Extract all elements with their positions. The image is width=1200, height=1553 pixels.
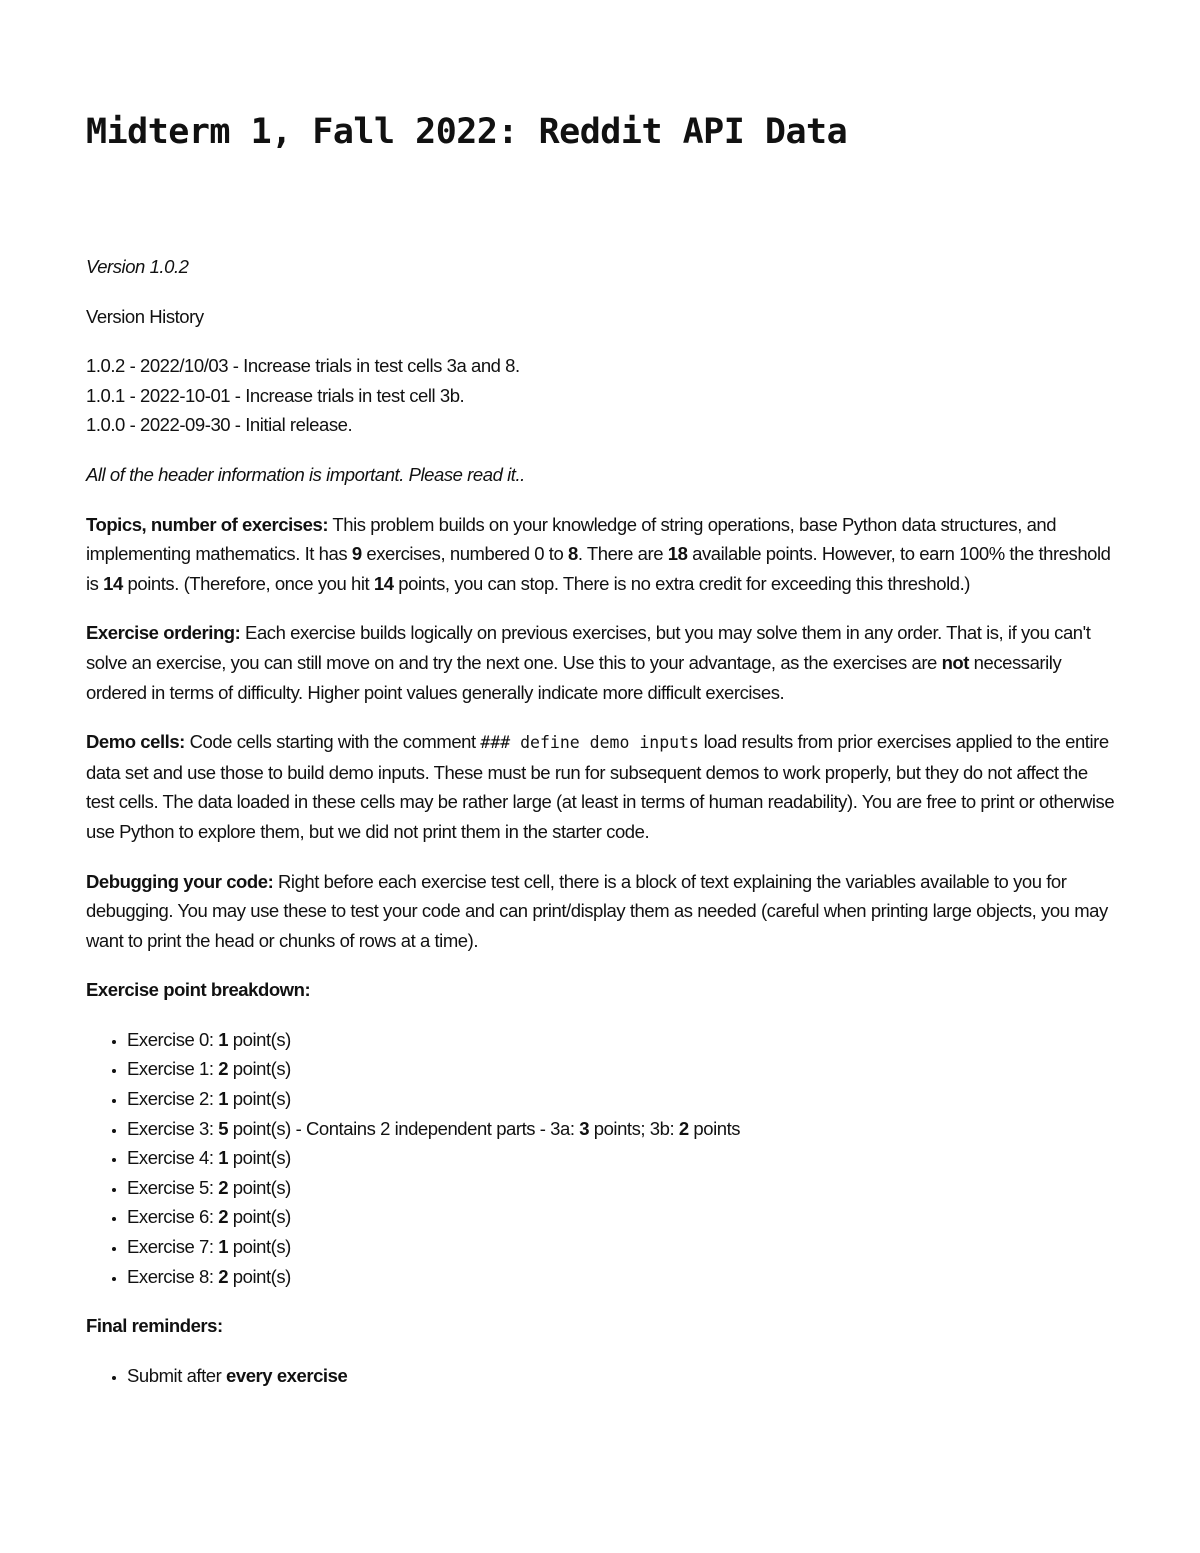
demo-paragraph: Demo cells: Code cells starting with the comment ### define demo inputs load results from prior exercises applied to the entire data set and use those to build demo inputs. These must be run for subsequent demos to work properly, but they do not affect the test cells. The data loaded in these cells may be rather large (at least in terms of human readability). You are free to print or otherwise use Python to explore them, but we did not print them in the starter code. [86,731,1115,842]
version-label: Version 1.0.2 [86,256,189,277]
breakdown-list [86,1025,1116,1291]
list-item: • Exercise 6: 2 point(s) [127,1202,1116,1232]
version-history [86,351,1116,440]
demo-label: Demo cells: [86,731,185,753]
breakdown-label: Exercise point breakdown: [86,979,311,1001]
list-item: • Exercise 4: 1 point(s) [127,1143,1116,1173]
list-item: • Exercise 2: 1 point(s) [127,1084,1116,1114]
version-history-label: Version History [86,305,204,327]
list-item: • Exercise 3: 5 point(s) - Contains 2 independent parts - 3a: 3 points; 3b: 2 points [127,1114,1116,1144]
reminders-list [86,1361,1116,1391]
ordering-label: Exercise ordering: [86,622,241,644]
ordering-paragraph: Exercise ordering: Each exercise builds logically on previous exercises, but you may solve them in any order. That is, if you can't solve an exercise, you can still move on and try the next one. Use this to your advantage, as the exercises are not necessarily ordered in terms of difficulty. Higher point values generally indicate more difficult exercises. [86,622,1091,703]
list-item: • Exercise 1: 2 point(s) [127,1054,1116,1084]
debugging-label: Debugging your code: [86,870,274,892]
version-history-entry: 1.0.2 - 2022/10/03 - Increase trials in test cells 3a and 8. [86,355,520,377]
list-item: • Exercise 5: 2 point(s) [127,1173,1116,1203]
list-item: • Exercise 0: 1 point(s) [127,1025,1116,1055]
version-history-entry: 1.0.1 - 2022-10-01 - Increase trials in test cell 3b. [86,384,465,406]
topics-paragraph: Topics, number of exercises: This problem builds on your knowledge of string operations, base Python data structures, and implementing mathematics. It has 9 exercises, numbered 0 to 8. There are 18 available points. However, to earn 100% the threshold is 14 points. (Therefore, once you hit 14 points, you can stop. There is no extra credit for exceeding this threshold.) [86,513,1111,594]
list-item: • Exercise 7: 1 point(s) [127,1232,1116,1262]
important-note: All of the header information is important. Please read it.. [86,463,525,485]
header-section [86,252,1116,1410]
list-item: • Exercise 8: 2 point(s) [127,1262,1116,1292]
version-history-entry: 1.0.0 - 2022-09-30 - Initial release. [86,414,353,436]
demo-inputs-code: ### define demo inputs [480,733,699,753]
debugging-paragraph: Debugging your code: Right before each exercise test cell, there is a block of text explaining the variables available to you for debugging. You may use these to test your code and can print/display them as needed (careful when printing large objects, you may want to print the head or chunks of rows at a time). [86,870,1108,951]
reminders-label: Final reminders: [86,1315,223,1337]
topics-label: Topics, number of exercises: [86,513,329,535]
page-title: Midterm 1, Fall 2022: Reddit API Data [86,112,848,152]
list-item: • Submit after every exercise [127,1361,1116,1391]
